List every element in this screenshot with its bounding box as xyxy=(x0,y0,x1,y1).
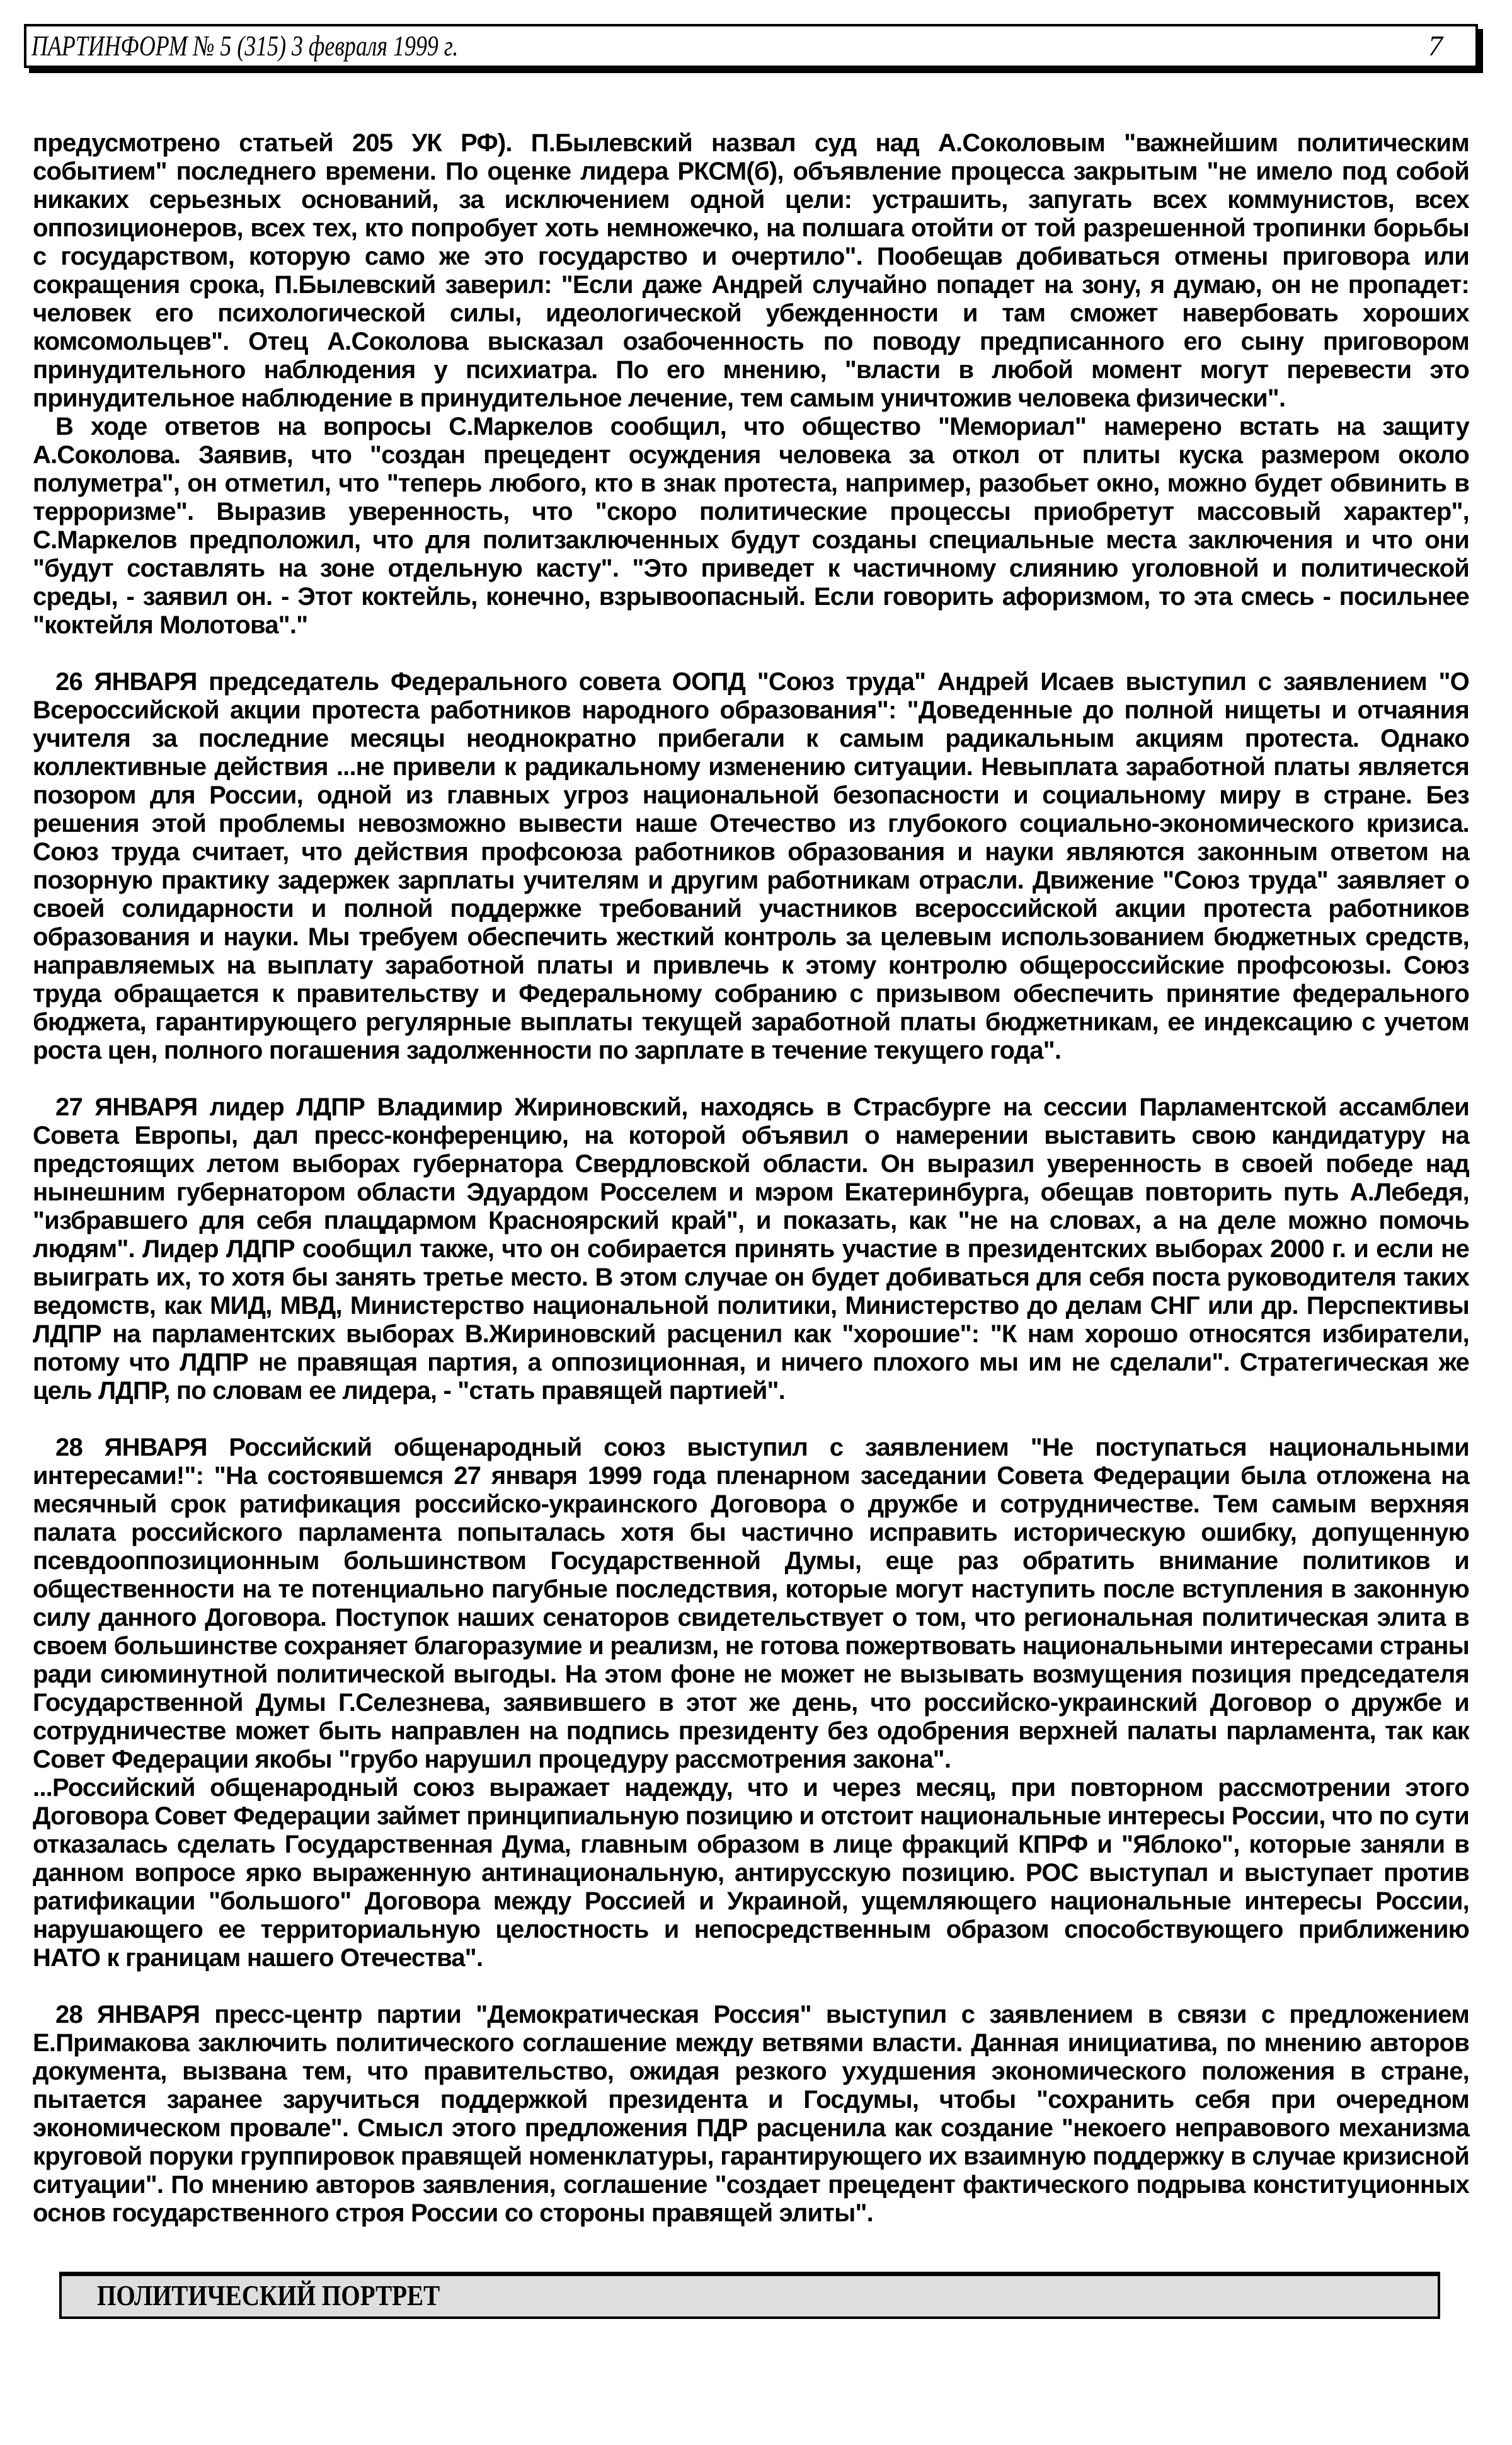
section-heading-box xyxy=(59,2272,1440,2319)
paragraph: 28 ЯНВАРЯ пресс-центр партии "Демократическая Россия" выступил с заявлением в связи с предложением Е.Примакова заключить политического соглашение между ветвями власти. Данная инициатива, по мнению авторов документа, вызвана тем, что правительство, ожидая резкого ухудшения экономического положения в стране, пытается заранее заручиться поддержкой президента и Госдумы, чтобы "сохранить себя при очередном экономическом провале". Смысл этого предложения ПДР расценила как создание "некоего неправового механизма круговой поруки группировок правящей номенклатуры, гарантирующего их взаимную поддержку в случае кризисной ситуации". По мнению авторов заявления, соглашение "создает прецедент фактического подрыва конституционных основ государственного строя России со стороны правящей элиты". xyxy=(33,2001,1469,2227)
paragraph: 26 ЯНВАРЯ председатель Федерального совета ООПД "Союз труда" Андрей Исаев выступил с заявлением "О Всероссийской акции протеста работников народного образования": "Доведенные до полной нищеты и отчаяния учителя за последние месяцы неоднократно прибегали к самым радикальным акциям протеста. Однако коллективные действия ...не привели к радикальному изменению ситуации. Невыплата заработной платы является позором для России, одной из главных угроз национальной безопасности и социальному миру в стране. Без решения этой проблемы невозможно вывести наше Отечество из глубокого социально-экономического кризиса. Союз труда считает, что действия профсоюза работников образования и науки являются законным ответом на позорную практику задержек зарплаты учителям и другим работникам отрасли. Движение "Союз труда" заявляет о своей солидарности и полной поддержке требований участников всероссийской акции протеста работников образования и науки. Мы требуем обеспечить жесткий контроль за целевым использованием бюджетных средств, направляемых на выплату заработной платы и привлечь к этому контролю общероссийские профсоюзы. Союз труда обращается к правительству и Федеральному собранию с призывом обеспечить принятие федерального бюджета, гарантирующего регулярные выплаты текущей заработной платы бюджетникам, ее индексацию с учетом роста цен, полного погашения задолженности по зарплате в течение текущего года". xyxy=(33,668,1469,1064)
page-number: 7 xyxy=(1428,30,1443,62)
paragraph: предусмотрено статьей 205 УК РФ). П.Былевский назвал суд над А.Соколовым "важнейшим политическим событием" последнего времени. По оценке лидера РКСМ(б), объявление процесса закрытым "не имело под собой никаких серьезных оснований, за исключением одной цели: устрашить, запугать всех коммунистов, всех оппозиционеров, всех тех, кто попробует хоть немножечко, на полшага отойти от той разрешенной тропинки борьбы с государством, которую само же это государство и очертило". Пообещав добиваться отмены приговора или сокращения срока, П.Былевский заверил: "Если даже Андрей случайно попадет на зону, я думаю, он не пропадет: человек его психологической силы, идеологической убежденности и там сможет навербовать хороших комсомольцев". Отец А.Соколова высказал озабоченность по поводу предписанного его сыну приговором принудительного наблюдения у психиатра. По его мнению, "власти в любой момент могут перевести это принудительное наблюдение в принудительное лечение, тем самым уничтожив человека физически". xyxy=(33,129,1469,412)
paragraph: В ходе ответов на вопросы С.Маркелов сообщил, что общество "Мемориал" намерено встать на защиту А.Соколова. Заявив, что "создан прецедент осуждения человека за откол от плиты куска размером около полуметра", он отметил, что "теперь любого, кто в знак протеста, например, разобьет окно, можно будет обвинить в терроризме". Выразив уверенность, что "скоро политические процессы приобретут массовый характер", С.Маркелов предположил, что для политзаключенных будут созданы специальные места заключения и что они "будут составлять на зоне отдельную касту". "Это приведет к частичному слиянию уголовной и политической среды, - заявил он. - Этот коктейль, конечно, взрывоопасный. Если говорить афоризмом, то эта смесь - посильнее "коктейля Молотова"." xyxy=(33,413,1469,639)
paragraph: 28 ЯНВАРЯ Российский общенародный союз выступил с заявлением "Не поступаться национальными интересами!": "На состоявшемся 27 января 1999 года пленарном заседании Совета Федерации была отложена на месячный срок ратификация российско-украинского Договора о дружбе и сотрудничестве. Тем самым верхняя палата российского парламента попыталась хотя бы частично исправить историческую ошибку, допущенную псевдооппозиционным большинством Государственной Думы, еще раз обратить внимание политиков и общественности на те потенциально пагубные последствия, которые могут наступить после вступления в законную силу данного Договора. Поступок наших сенаторов свидетельствует о том, что региональная политическая элита в своем большинстве сохраняет благоразумие и реализм, не готова пожертвовать национальными интересами страны ради сиюминутной политической выгоды. На этом фоне не может не вызывать возмущения позиция председателя Государственной Думы Г.Селезнева, заявившего в этот же день, что российско-украинский Договор о дружбе и сотрудничестве может быть направлен на подпись президенту без одобрения верхней палаты парламента, так как Совет Федерации якобы "грубо нарушил процедуру рассмотрения закона". xyxy=(33,1434,1469,1773)
section-title: ПОЛИТИЧЕСКИЙ ПОРТРЕТ xyxy=(97,2279,440,2311)
article-jan-28-ros xyxy=(33,1434,1469,1972)
publication-title: ПАРТИНФОРМ № 5 (315) 3 февраля 1999 г. xyxy=(32,30,459,62)
article-sokolov-trial xyxy=(33,129,1469,640)
article-jan-26-soyuz-truda xyxy=(33,668,1469,1065)
article-jan-27-ldpr xyxy=(33,1093,1469,1405)
paragraph: ...Российский общенародный союз выражает надежду, что и через месяц, при повторном рассмотрении этого Договора Совет Федерации займет принципиальную позицию и отстоит национальные интересы России, что по сути отказалась сделать Государственная Дума, главным образом в лице фракций КПРФ и "Яблоко", которые заняли в данном вопросе ярко выраженную антинациональную, антирусскую позицию. РОС выступал и выступает против ратификации "большого" Договора между Россией и Украиной, ущемляющего национальные интересы России, нарушающего ее территориальную целостность и непосредственным образом способствующего приближению НАТО к границам нашего Отечества". xyxy=(33,1774,1469,1972)
article-jan-28-democratic-russia xyxy=(33,2001,1469,2228)
paragraph: 27 ЯНВАРЯ лидер ЛДПР Владимир Жириновский, находясь в Страсбурге на сессии Парламентской ассамблеи Совета Европы, дал пресс-конференцию, на которой объявил о намерении выставить свою кандидатуру на предстоящих летом выборах губернатора Свердловской области. Он выразил уверенность в своей победе над нынешним губернатором области Эдуардом Росселем и мэром Екатеринбурга, обещав повторить путь А.Лебедя, "избравшего для себя плацдармом Красноярский край", и показать, как "не на словах, а на деле можно помочь людям". Лидер ЛДПР сообщил также, что он собирается принять участие в президентских выборах 2000 г. и если не выиграть их, то хотя бы занять третье место. В этом случае он будет добиваться для себя поста руководителя таких ведомств, как МИД, МВД, Министерство национальной политики, Министерство до делам СНГ или др. Перспективы ЛДПР на парламентских выборах В.Жириновский расценил как "хорошие": "К нам хорошо относятся избиратели, потому что ЛДПР не правящая партия, а оппозиционная, и ничего плохого мы им не сделали". Стратегическая же цель ЛДПР, по словам ее лидера, - "стать правящей партией". xyxy=(33,1093,1469,1405)
